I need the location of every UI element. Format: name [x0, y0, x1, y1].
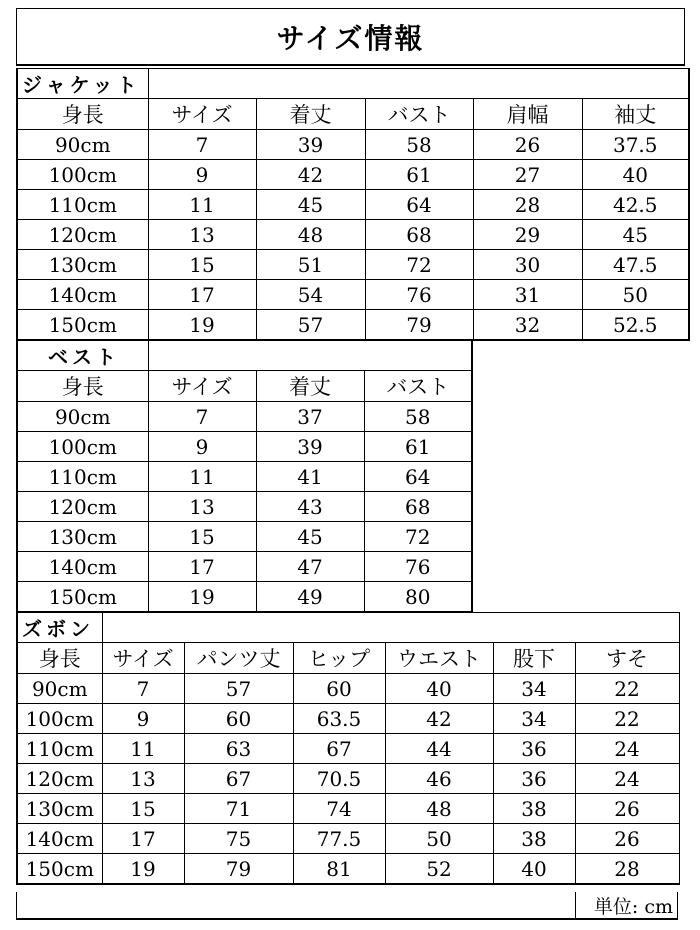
table-cell: 120cm [17, 764, 102, 794]
table-cell: 36 [493, 764, 575, 794]
jacket-section-label: ジャケット [17, 69, 148, 99]
table-cell: 130cm [17, 522, 148, 552]
column-header: 身長 [17, 371, 148, 402]
table-cell: 74 [293, 794, 385, 824]
column-header: ウエスト [385, 643, 493, 674]
table-cell: 28 [575, 854, 679, 885]
table-cell: 38 [493, 824, 575, 854]
table-cell: 63.5 [293, 704, 385, 734]
table-cell: 41 [256, 462, 364, 492]
table-cell: 47.5 [582, 250, 689, 280]
vest-size-table [16, 340, 473, 613]
table-cell: 50 [582, 280, 689, 310]
table-cell: 81 [293, 854, 385, 885]
table-cell: 11 [148, 190, 256, 220]
table-cell: 110cm [17, 462, 148, 492]
table-cell: 26 [473, 130, 582, 160]
table-cell: 15 [148, 250, 256, 280]
table-cell: 54 [256, 280, 365, 310]
table-row [17, 522, 472, 552]
table-cell: 7 [148, 130, 256, 160]
table-cell: 40 [582, 160, 689, 190]
table-cell: 15 [102, 794, 184, 824]
table-cell: 79 [365, 310, 473, 341]
table-row [17, 582, 472, 613]
table-cell: 60 [184, 704, 293, 734]
jacket-section-blank [148, 69, 689, 99]
table-cell: 70.5 [293, 764, 385, 794]
table-row [17, 704, 679, 734]
table-cell: 13 [148, 220, 256, 250]
table-cell: 58 [364, 402, 472, 432]
table-cell: 45 [582, 220, 689, 250]
table-row [17, 130, 689, 160]
jacket-header-row [17, 99, 689, 130]
column-header: サイズ [102, 643, 184, 674]
table-cell: 90cm [17, 402, 148, 432]
table-cell: 7 [102, 674, 184, 704]
table-cell: 100cm [17, 704, 102, 734]
unit-note: 単位: cm [575, 892, 677, 918]
column-header: サイズ [148, 371, 256, 402]
table-cell: 49 [256, 582, 364, 613]
table-cell: 26 [575, 824, 679, 854]
table-cell: 140cm [17, 824, 102, 854]
table-row [17, 674, 679, 704]
column-header: 股下 [493, 643, 575, 674]
table-cell: 72 [364, 522, 472, 552]
table-cell: 110cm [17, 190, 148, 220]
table-cell: 61 [365, 160, 473, 190]
column-header: 肩幅 [473, 99, 582, 130]
table-cell: 42.5 [582, 190, 689, 220]
table-row [17, 160, 689, 190]
table-cell: 43 [256, 492, 364, 522]
table-cell: 19 [148, 310, 256, 341]
table-cell: 48 [256, 220, 365, 250]
table-cell: 11 [102, 734, 184, 764]
table-cell: 64 [365, 190, 473, 220]
unit-row [16, 892, 678, 920]
table-row [17, 220, 689, 250]
table-cell: 100cm [17, 432, 148, 462]
table-cell: 24 [575, 734, 679, 764]
table-cell: 11 [148, 462, 256, 492]
table-cell: 19 [148, 582, 256, 613]
table-cell: 15 [148, 522, 256, 552]
column-header: バスト [364, 371, 472, 402]
table-row [17, 552, 472, 582]
table-cell: 67 [293, 734, 385, 764]
table-cell: 45 [256, 522, 364, 552]
table-cell: 71 [184, 794, 293, 824]
column-header: パンツ丈 [184, 643, 293, 674]
table-cell: 31 [473, 280, 582, 310]
table-cell: 9 [148, 160, 256, 190]
table-cell: 60 [293, 674, 385, 704]
table-cell: 77.5 [293, 824, 385, 854]
table-row [17, 280, 689, 310]
table-cell: 52.5 [582, 310, 689, 341]
table-row [17, 250, 689, 280]
table-cell: 68 [365, 220, 473, 250]
table-cell: 50 [385, 824, 493, 854]
page-title: サイズ情報 [16, 8, 685, 66]
table-cell: 44 [385, 734, 493, 764]
table-cell: 46 [385, 764, 493, 794]
column-header: バスト [365, 99, 473, 130]
table-cell: 17 [102, 824, 184, 854]
table-cell: 68 [364, 492, 472, 522]
table-cell: 140cm [17, 280, 148, 310]
table-cell: 39 [256, 130, 365, 160]
table-cell: 52 [385, 854, 493, 885]
pants-size-table [16, 612, 680, 885]
table-cell: 9 [148, 432, 256, 462]
table-cell: 22 [575, 704, 679, 734]
table-cell: 67 [184, 764, 293, 794]
table-cell: 13 [102, 764, 184, 794]
table-cell: 34 [493, 704, 575, 734]
table-row [17, 764, 679, 794]
table-cell: 64 [364, 462, 472, 492]
table-cell: 17 [148, 280, 256, 310]
table-cell: 76 [365, 280, 473, 310]
table-cell: 26 [575, 794, 679, 824]
table-cell: 75 [184, 824, 293, 854]
table-cell: 58 [365, 130, 473, 160]
table-cell: 38 [493, 794, 575, 824]
column-header: 身長 [17, 643, 102, 674]
column-header: 着丈 [256, 99, 365, 130]
table-cell: 110cm [17, 734, 102, 764]
table-row [17, 824, 679, 854]
table-cell: 72 [365, 250, 473, 280]
table-cell: 51 [256, 250, 365, 280]
vest-header-row [17, 371, 472, 402]
table-cell: 9 [102, 704, 184, 734]
table-cell: 28 [473, 190, 582, 220]
table-cell: 140cm [17, 552, 148, 582]
table-cell: 150cm [17, 854, 102, 885]
table-cell: 27 [473, 160, 582, 190]
table-cell: 13 [148, 492, 256, 522]
table-cell: 80 [364, 582, 472, 613]
table-cell: 7 [148, 402, 256, 432]
table-cell: 39 [256, 432, 364, 462]
column-header: ヒップ [293, 643, 385, 674]
table-row [17, 402, 472, 432]
column-header: 身長 [17, 99, 148, 130]
table-cell: 61 [364, 432, 472, 462]
vest-section-blank [148, 341, 472, 371]
table-cell: 150cm [17, 310, 148, 341]
table-cell: 40 [385, 674, 493, 704]
table-cell: 32 [473, 310, 582, 341]
column-header: すそ [575, 643, 679, 674]
table-cell: 34 [493, 674, 575, 704]
column-header: 袖丈 [582, 99, 689, 130]
table-cell: 120cm [17, 492, 148, 522]
table-row [17, 794, 679, 824]
table-cell: 22 [575, 674, 679, 704]
table-cell: 45 [256, 190, 365, 220]
column-header: 着丈 [256, 371, 364, 402]
pants-header-row [17, 643, 679, 674]
table-cell: 76 [364, 552, 472, 582]
table-cell: 40 [493, 854, 575, 885]
table-cell: 29 [473, 220, 582, 250]
table-cell: 17 [148, 552, 256, 582]
table-cell: 24 [575, 764, 679, 794]
pants-section-blank [102, 613, 679, 643]
table-cell: 90cm [17, 674, 102, 704]
table-row [17, 462, 472, 492]
pants-section-label: ズボン [17, 613, 102, 643]
table-cell: 130cm [17, 794, 102, 824]
table-cell: 100cm [17, 160, 148, 190]
table-cell: 120cm [17, 220, 148, 250]
table-cell: 30 [473, 250, 582, 280]
table-row [17, 492, 472, 522]
table-cell: 37.5 [582, 130, 689, 160]
table-cell: 36 [493, 734, 575, 764]
table-cell: 57 [184, 674, 293, 704]
vest-section-label: ベスト [17, 341, 148, 371]
table-row [17, 432, 472, 462]
table-cell: 37 [256, 402, 364, 432]
table-cell: 57 [256, 310, 365, 341]
table-row [17, 190, 689, 220]
table-cell: 47 [256, 552, 364, 582]
table-row [17, 854, 679, 885]
table-cell: 90cm [17, 130, 148, 160]
table-cell: 42 [385, 704, 493, 734]
table-cell: 19 [102, 854, 184, 885]
table-cell: 150cm [17, 582, 148, 613]
table-row [17, 734, 679, 764]
column-header: サイズ [148, 99, 256, 130]
table-cell: 42 [256, 160, 365, 190]
table-cell: 63 [184, 734, 293, 764]
table-row [17, 310, 689, 341]
table-cell: 130cm [17, 250, 148, 280]
jacket-size-table [16, 68, 690, 341]
table-cell: 79 [184, 854, 293, 885]
table-cell: 48 [385, 794, 493, 824]
